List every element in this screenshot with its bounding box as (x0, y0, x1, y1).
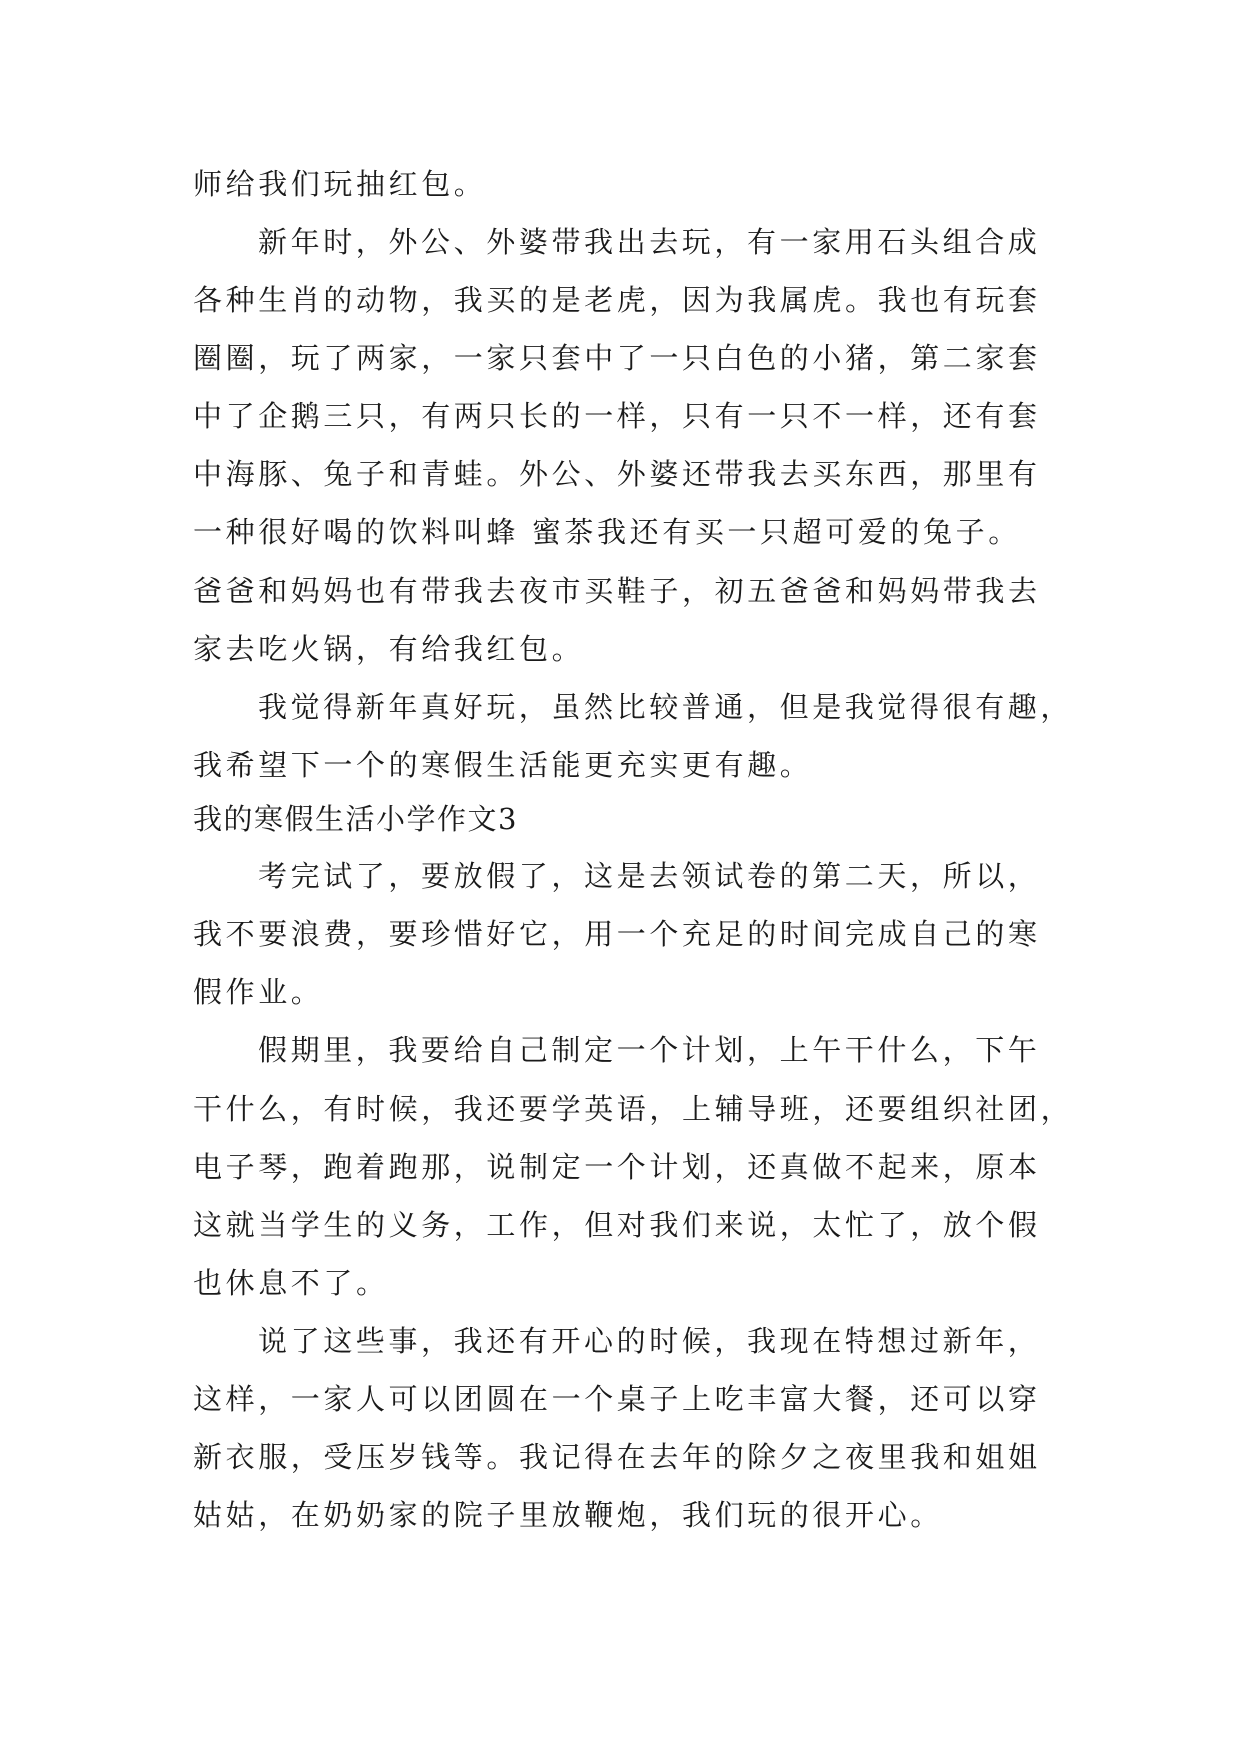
text-line: 干什么，有时候，我还要学英语，上辅导班，还要组织社团， (193, 1092, 1074, 1126)
text-line: 各种生肖的动物，我买的是老虎，因为我属虎。我也有玩套 (193, 283, 1041, 317)
paragraph-first-line: 我觉得新年真好玩，虽然比较普通，但是我觉得很有趣， (258, 690, 1074, 724)
text-line: 也休息不了。 (193, 1266, 389, 1300)
paragraph-first-line: 考完试了，要放假了，这是去领试卷的第二天，所以， (258, 859, 1041, 893)
text-line: 中了企鹅三只，有两只长的一样，只有一只不一样，还有套 (193, 399, 1041, 433)
text-line: 我希望下一个的寒假生活能更充实更有趣。 (193, 748, 813, 782)
text-line: 电子琴，跑着跑那，说制定一个计划，还真做不起来，原本 (193, 1150, 1041, 1184)
text-line: 假作业。 (193, 975, 324, 1009)
paragraph-first-line: 新年时，外公、外婆带我出去玩，有一家用石头组合成 (258, 225, 1041, 259)
text-line: 师给我们玩抽红包。 (193, 167, 487, 201)
text-line: 家去吃火锅，有给我红包。 (193, 632, 585, 666)
text-line: 我不要浪费，要珍惜好它，用一个充足的时间完成自己的寒 (193, 917, 1041, 951)
section-heading: 我的寒假生活小学作文3 (193, 802, 518, 836)
paragraph-first-line: 假期里，我要给自己制定一个计划，上午干什么，下午 (258, 1033, 1041, 1067)
text-line: 一种很好喝的饮料叫蜂 蜜茶我还有买一只超可爱的兔子。 (193, 515, 1021, 549)
text-line: 爸爸和妈妈也有带我去夜市买鞋子，初五爸爸和妈妈带我去 (193, 574, 1041, 608)
text-line: 新衣服，受压岁钱等。我记得在去年的除夕之夜里我和姐姐 (193, 1440, 1041, 1474)
text-line: 姑姑，在奶奶家的院子里放鞭炮，我们玩的很开心。 (193, 1498, 943, 1532)
text-line: 这就当学生的义务，工作，但对我们来说，太忙了，放个假 (193, 1208, 1041, 1242)
text-line: 中海豚、兔子和青蛙。外公、外婆还带我去买东西，那里有 (193, 457, 1041, 491)
paragraph-first-line: 说了这些事，我还有开心的时候，我现在特想过新年， (258, 1324, 1041, 1358)
text-line: 这样，一家人可以团圆在一个桌子上吃丰富大餐，还可以穿 (193, 1382, 1041, 1416)
text-line: 圈圈，玩了两家，一家只套中了一只白色的小猪，第二家套 (193, 341, 1041, 375)
